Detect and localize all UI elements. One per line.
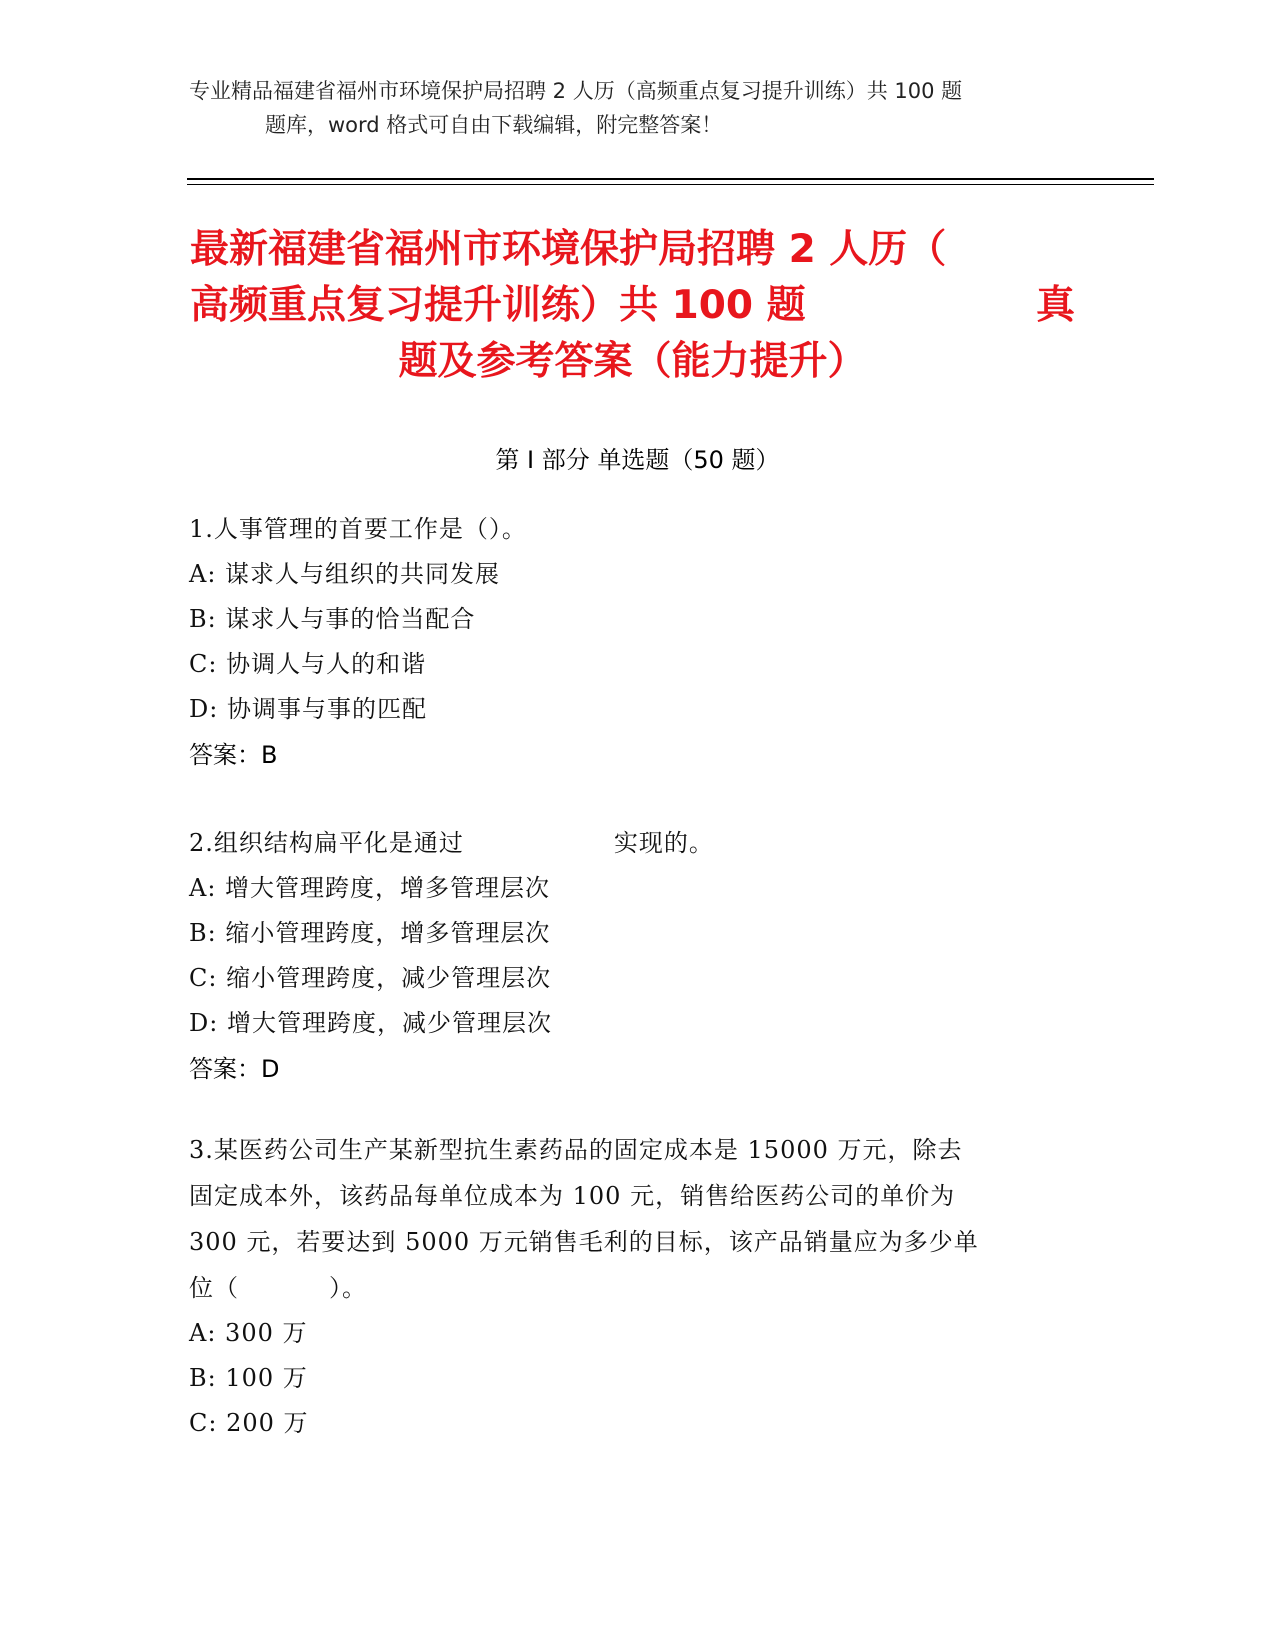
document-title [190, 222, 1075, 390]
document-title-line-2-right: 真 [1035, 283, 1075, 328]
option-b: B: 谋求人与事的恰当配合 [189, 605, 476, 633]
document-title-line-2-left: 高频重点复习提升训练）共 100 题 [190, 283, 806, 328]
question-stem-line-2: 固定成本外，该药品每单位成本为 100 元，销售给医药公司的单价为 [189, 1182, 956, 1210]
question-stem-line-3: 300 元，若要达到 5000 万元销售毛利的目标，该产品销量应为多少单 [189, 1228, 979, 1256]
header-note-line-1: 专业精品福建省福州市环境保护局招聘 2 人历（高频重点复习提升训练）共 100 题 [189, 79, 963, 103]
question-stem: 1.人事管理的首要工作是（）。 [189, 515, 527, 543]
question-2 [189, 820, 1069, 1092]
question-stem-line-4 [189, 1265, 1069, 1311]
option-d: D: 增大管理跨度，减少管理层次 [189, 1009, 552, 1037]
header-divider-thin [187, 184, 1154, 185]
document-title-line-3: 题及参考答案（能力提升） [398, 339, 867, 384]
option-c: C: 200 万 [189, 1409, 309, 1437]
document-title-line-1: 最新福建省福州市环境保护局招聘 2 人历（ [190, 227, 947, 272]
option-a: A: 增大管理跨度，增多管理层次 [189, 874, 551, 902]
option-b: B: 100 万 [189, 1364, 308, 1392]
question-stem-after-blank: 实现的。 [613, 829, 714, 857]
option-b: B: 缩小管理跨度，增多管理层次 [189, 919, 551, 947]
header-note-line-2: 题库，word 格式可自由下载编辑，附完整答案！ [265, 113, 723, 137]
question-1 [189, 506, 1069, 778]
question-3 [189, 1127, 1069, 1446]
question-stem-after-blank: ）。 [329, 1274, 367, 1302]
header-divider-thick [187, 178, 1154, 180]
header-note [189, 74, 1069, 142]
section-heading: 第 I 部分 单选题（50 题） [495, 446, 780, 474]
answer: 答案：B [189, 741, 278, 769]
option-a: A: 300 万 [189, 1319, 308, 1347]
option-d: D: 协调事与事的匹配 [189, 695, 427, 723]
document-title-line-2 [190, 278, 1075, 334]
option-c: C: 缩小管理跨度，减少管理层次 [189, 964, 552, 992]
question-stem-line-1: 3.某医药公司生产某新型抗生素药品的固定成本是 15000 万元，除去 [189, 1136, 963, 1164]
option-a: A: 谋求人与组织的共同发展 [189, 560, 501, 588]
question-stem-before-blank: 2.组织结构扁平化是通过 [189, 829, 464, 857]
question-stem-before-blank: 位（ [189, 1274, 239, 1302]
answer: 答案：D [189, 1055, 280, 1083]
question-stem [189, 820, 1069, 866]
option-c: C: 协调人与人的和谐 [189, 650, 427, 678]
